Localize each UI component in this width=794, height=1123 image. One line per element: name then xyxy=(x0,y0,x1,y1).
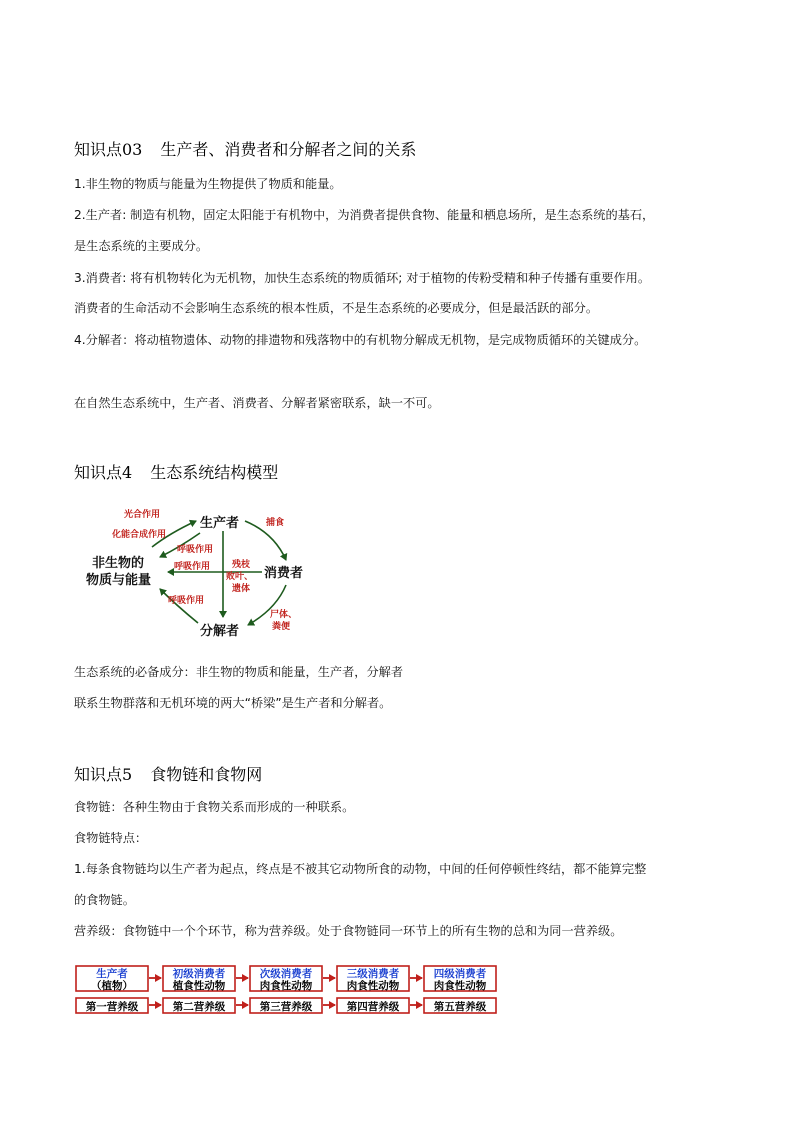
abiotic-label-line2: 物质与能量 xyxy=(86,573,152,588)
chain-level-label: 第三营养级 xyxy=(259,1001,313,1013)
chain-level-label: 第五营养级 xyxy=(433,1001,487,1013)
chain-organism-role: 四级消费者 xyxy=(433,968,487,980)
paragraph-line: 1.非生物的物质与能量为生物提供了物质和能量。 xyxy=(74,177,342,191)
predation-label: 捕食 xyxy=(266,518,285,528)
paragraph-line: 消费者的生命活动不会影响生态系统的根本性质，不是生态系统的必要成分，但是最活跃的部分。 xyxy=(74,301,599,315)
producer-label: 生产者 xyxy=(200,516,240,531)
paragraph-line: 生态系统的必备成分：非生物的物质和能量，生产者，分解者 xyxy=(74,665,404,679)
section-title: 食物链和食物网 xyxy=(150,765,263,784)
paragraph-line: 营养级：食物链中一个个环节，称为营养级。处于食物链同一环节上的所有生物的总和为同一营养级。 xyxy=(74,924,623,938)
chain-level-label: 第四营养级 xyxy=(346,1001,400,1013)
photosynthesis-label: 光合作用 xyxy=(124,510,161,520)
section-title: 生产者、消费者和分解者之间的关系 xyxy=(160,140,417,159)
paragraph-line: 4.分解者：将动植物遗体、动物的排遗物和残落物中的有机物分解成无机物，是完成物质循环的关键成分。 xyxy=(74,333,647,347)
abiotic-label-line1: 非生物的 xyxy=(92,556,145,571)
paragraph-line: 食物链特点： xyxy=(74,831,148,845)
chain-organism-type: 肉食性动物 xyxy=(259,980,313,992)
chain-level-label: 第一营养级 xyxy=(85,1001,139,1013)
paragraph-line: 是生态系统的主要成分。 xyxy=(74,239,209,253)
paragraph-line: 3.消费者: 将有机物转化为无机物，加快生态系统的物质循环; 对于植物的传粉受精和种子传播有重要作用。 xyxy=(74,271,651,285)
paragraph-line: 食物链：各种生物由于食物关系而形成的一种联系。 xyxy=(74,800,355,814)
corpse-label-line1: 尸体、 xyxy=(270,610,298,620)
decomposer-respiration-arrow xyxy=(160,589,198,623)
section-number: 知识点5 xyxy=(74,765,133,784)
paragraph-line: 的食物链。 xyxy=(74,893,135,907)
section-heading-3 xyxy=(74,137,416,160)
food-chain-diagram xyxy=(72,962,512,1022)
ecosystem-diagram xyxy=(80,505,320,645)
chain-organism-role: 生产者 xyxy=(96,968,128,980)
litter-label-line1: 残枝 xyxy=(232,560,251,570)
chain-organism-role: 初级消费者 xyxy=(172,968,226,980)
chain-organism-role: 三级消费者 xyxy=(346,968,400,980)
section-heading-4 xyxy=(74,460,278,483)
consumer-label: 消费者 xyxy=(264,566,304,581)
chain-organism-type: （植物） xyxy=(91,980,133,992)
section-title: 生态系统结构模型 xyxy=(150,463,279,482)
corpse-label-line2: 粪便 xyxy=(272,622,291,632)
decomposer-label: 分解者 xyxy=(200,624,240,639)
section-number: 知识点4 xyxy=(74,463,133,482)
litter-label-line2: 败叶、 xyxy=(226,572,254,582)
decomposer-respiration-label: 呼吸作用 xyxy=(168,596,205,606)
chain-level-label: 第二营养级 xyxy=(172,1001,226,1013)
producer-respiration-label: 呼吸作用 xyxy=(177,545,214,555)
section-heading-5 xyxy=(74,762,262,785)
chain-organism-type: 植食性动物 xyxy=(172,980,226,992)
litter-label-line3: 遗体 xyxy=(232,584,251,594)
chemosynthesis-label: 化能合成作用 xyxy=(112,530,167,540)
paragraph-line: 1.每条食物链均以生产者为起点，终点是不被其它动物所食的动物，中间的任何停顿性终结，都不能算完整 xyxy=(74,862,647,876)
chain-organism-role: 次级消费者 xyxy=(259,968,313,980)
chain-organism-type: 肉食性动物 xyxy=(433,980,487,992)
paragraph-line: 联系生物群落和无机环境的两大“桥梁”是生产者和分解者。 xyxy=(74,696,392,710)
consumer-respiration-label: 呼吸作用 xyxy=(174,562,211,572)
chain-organism-type: 肉食性动物 xyxy=(346,980,400,992)
paragraph-line: 2.生产者: 制造有机物，固定太阳能于有机物中，为消费者提供食物、能量和栖息场所，是生态系统的基石， xyxy=(74,208,655,222)
section-number: 知识点03 xyxy=(74,140,143,159)
summary-line: 在自然生态系统中，生产者、消费者、分解者紧密联系，缺一不可。 xyxy=(74,396,440,410)
